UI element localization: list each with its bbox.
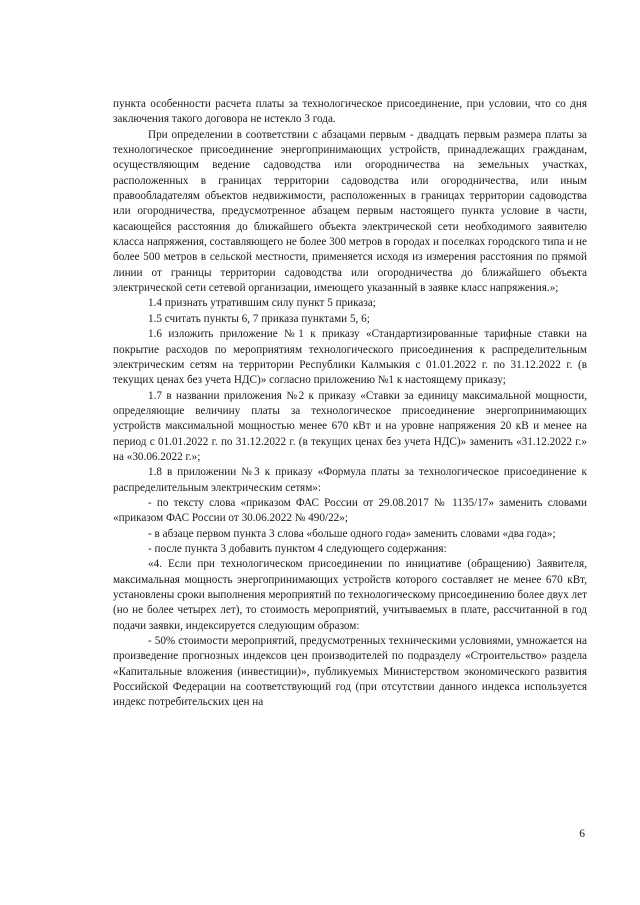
paragraph-1-8-item-3: - после пункта 3 добавить пунктом 4 следующего содержания: [148, 542, 447, 555]
paragraph-1-5: 1.5 считать пункты 6, 7 приказа пунктами 5, 6; [148, 312, 370, 325]
paragraph-1-7: 1.7 в названии приложения №2 к приказу «Ставки за единицу максимальной мощности, определяющие величину платы за технологическое присоединение энергопринимающих устройств максимальной мощностью менее 670 кВт и на уровне напряжения 20 кВ и менее на период с 01.01.2022 г. по 31.12.2022 г. (в текущих ценах без учета НДС)» заменить «31.12.2022 г.» на «30.06.2022 г.»; [113, 389, 587, 463]
paragraph-point-4: «4. Если при технологическом присоединении по инициативе (обращению) Заявителя, максимальная мощность энергопринимающих устройств которого составляет не менее 670 кВт, установлены сроки выполнения мероприятий по технологическому присоединению более двух лет (но не более четырех лет), то стоимость мероприятий, учитываемых в плате, рассчитанной в год подачи заявки, индексируется следующим образом: [113, 558, 587, 632]
paragraph-1-6: 1.6 изложить приложение №1 к приказу «Стандартизированные тарифные ставки на покрытие расходов по мероприятиям технологического присоединения к распределительным электрическим сетям на территории Республики Калмыкия с 01.01.2022 г. по 31.12.2022 г. (в текущих ценах без учета НДС)» согласно приложению №1 к настоящему приказу; [113, 328, 587, 387]
paragraph-1-8-item-2: - в абзаце первом пункта 3 слова «больше одного года» заменить словами «два года»; [148, 527, 556, 540]
paragraph-1-8-item-1: - по тексту слова «приказом ФАС России от 29.08.2017 № 1135/17» заменить словами «приказом ФАС России от 30.06.2022 № 490/22»; [113, 496, 587, 525]
paragraph-plot-size-rule: При определении в соответствии с абзацами первым - двадцать первым размера платы за технологическое присоединение энергопринимающих устройств, принадлежащих гражданам, осуществляющим ведение садоводства или огородничества на земельных участках, расположенных в границах территории садоводства или огородничества, или иным правообладателям объектов недвижимости, расположенных в границах территории садоводства или огородничества, предусмотренное абзацем первым настоящего пункта условие в части, касающейся расстояния до ближайшего объекта электрической сети необходимого заявителю класса напряжения, составляющего не более 300 метров в городах и поселках городского типа и не более 500 метров в сельской местности, применяется исходя из измерения расстояния по прямой линии от границы территории садоводства или огородничества до ближайшего объекта электрической сети сетевой организации, имеющего указанный в заявке класс напряжения.»; [113, 128, 587, 295]
paragraph-continuation: пункта особенности расчета платы за технологическое присоединение, при условии, что со дня заключения такого договора не истекло 3 года. [113, 98, 587, 126]
paragraph-point-4-item: - 50% стоимости мероприятий, предусмотренных техническими условиями, умножается на произведение прогнозных индексов цен производителей по подразделу «Строительство» раздела «Капитальные вложения (инвестиции)», публикуемых Министерством экономического развития Российской Федерации на соответствующий год (при отсутствии данного индекса используется индекс потребительских цен на [113, 635, 587, 709]
paragraph-1-4: 1.4 признать утратившим силу пункт 5 приказа; [148, 297, 376, 310]
page-number: 6 [579, 828, 585, 840]
paragraph-1-8: 1.8 в приложении №3 к приказу «Формула платы за технологическое присоединение к распределительным электрическим сетям»: [113, 466, 587, 494]
document-body [113, 97, 587, 711]
